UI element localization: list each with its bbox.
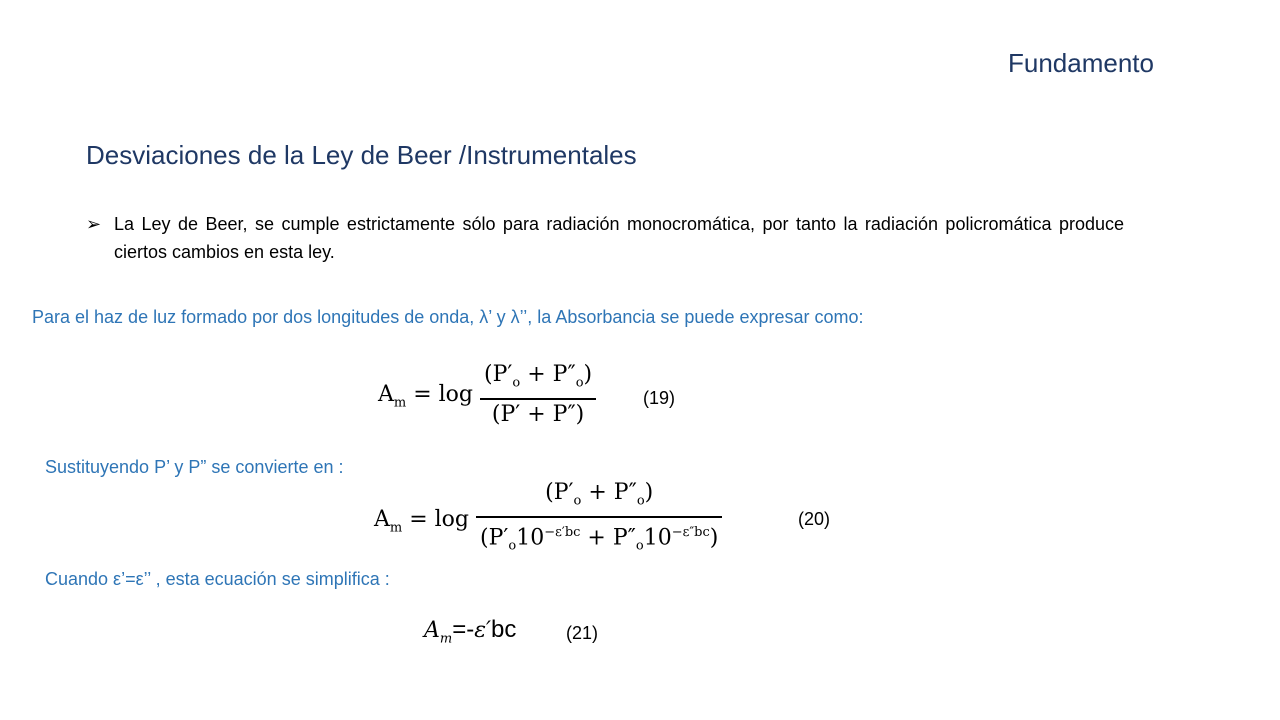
eq19-numerator: $(P'_o + P''_o)$: [484, 362, 593, 391]
eq19-log: = log: [413, 381, 474, 407]
arrow-bullet-icon: ➢: [86, 214, 102, 234]
eq19-number: (19): [643, 388, 676, 408]
eq19-lhs: $A_m$: [378, 381, 407, 411]
eq20-number: (20): [798, 509, 831, 529]
eq21-number: (21): [566, 623, 599, 643]
eq21-lhs: $A_m$: [424, 618, 453, 647]
eq20-log: = log: [409, 506, 470, 532]
page-header-title: Fundamento: [1008, 48, 1154, 78]
eq20-numerator: $(P'_o + P''_o)$: [545, 480, 654, 509]
eq19-denominator: (P′ + P″): [491, 401, 585, 427]
eq20-fraction: [476, 478, 722, 562]
intro-text: Para el haz de luz formado por dos longitudes de onda, λ’ y λ’’, la Absorbancia se puede expresar como:: [32, 307, 864, 327]
equation-20: [374, 478, 722, 562]
bullet-item: [86, 210, 1124, 266]
section-title: Desviaciones de la Ley de Beer /Instrumentales: [86, 140, 637, 170]
eq20-lhs: $A_m$: [374, 506, 403, 536]
equation-19: [378, 360, 596, 430]
equation-21: $A_m=-\varepsilon'bc$: [424, 616, 517, 647]
simplification-text: Cuando ε’=ε’’ , esta ecuación se simplifica :: [45, 569, 390, 589]
eq20-denominator: $(P'_o10^{-\varepsilon'bc} + P''_o10^{-\varepsilon''bc})$: [480, 524, 719, 554]
eq19-fraction: [480, 360, 596, 430]
substitution-text: Sustituyendo P’ y P” se convierte en :: [45, 457, 344, 477]
bullet-text: La Ley de Beer, se cumple estrictamente sólo para radiación monocromática, por tanto la radiación policromática produce ciertos cambios en esta ley.: [114, 214, 1124, 262]
